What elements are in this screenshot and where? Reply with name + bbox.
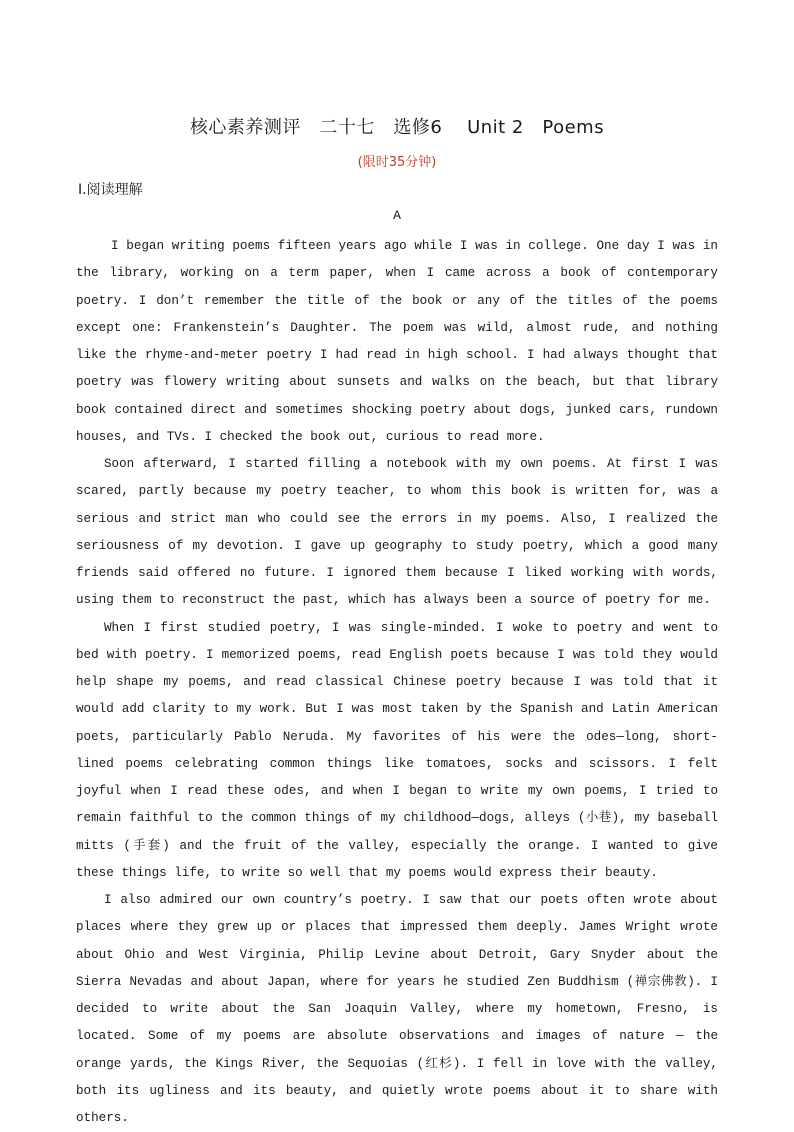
section-heading: Ⅰ.阅读理解	[78, 182, 143, 198]
paragraph: Soon afterward, I started filling a notebook with my own poems. At first I was scared, partly because my poetry teacher, to whom this book is written for, was a serious and strict man who could see the errors in my poems. Also, I realized the seriousness of my devotion. I gave up geography to study poetry, which a good many friends said offered no future. I ignored them because I liked working with words, using them to reconstruct the past, which has always been a source of poetry for me.	[76, 457, 718, 608]
page-title: 核心素养测评 二十七 选修6 Unit 2 Poems	[189, 117, 605, 138]
passage-body	[76, 233, 718, 1132]
passage-label: A	[393, 208, 401, 223]
paragraph: When I first studied poetry, I was single-minded. I woke to poetry and went to bed with poetry. I memorized poems, read English poets because I was told they would help shape my poems, and read classical Chinese poetry because I was told that it would add clarity to my work. But I was most taken by the Spanish and Latin American poets, particularly Pablo Neruda. My favorites of his were the odes—long, short-lined poems celebrating common things like tomatoes, socks and scissors. I felt joyful when I read these odes, and when I began to write my own poems, I tried to remain faithful to the common things of my childhood—dogs, alleys (小巷), my baseball mitts (手套) and the fruit of the valley, especially the orange. I wanted to give these things life, to write so well that my poems would express their beauty.	[76, 620, 718, 880]
paragraph: I began writing poems fifteen years ago while I was in college. One day I was in the library, working on a term paper, when I came across a book of contemporary poetry. I don’t remember the title of the book or any of the titles of the poems except one: Frankenstein’s Daughter. The poem was wild, almost rude, and nothing like the rhyme-and-meter poetry I had read in high school. I had always thought that poetry was flowery writing about sunsets and walks on the beach, but that library book contained direct and sometimes shocking poetry about dogs, junked cars, rundown houses, and TVs. I checked the book out, curious to read more.	[76, 239, 718, 444]
paragraph: I also admired our own country’s poetry. I saw that our poets often wrote about places where they grew up or places that impressed them deeply. James Wright wrote about Ohio and West Virginia, Philip Levine about Detroit, Gary Snyder about the Sierra Nevadas and about Japan, where for years he studied Zen Buddhism (禅宗佛教). I decided to write about the San Joaquin Valley, where my hometown, Fresno, is located. Some of my poems are absolute observations and images of nature — the orange yards, the Kings River, the Sequoias (红杉). I fell in love with the valley, both its ugliness and its beauty, and quietly wrote poems about it to share with others.	[76, 893, 718, 1125]
time-limit-note: (限时35分钟)	[357, 155, 437, 170]
